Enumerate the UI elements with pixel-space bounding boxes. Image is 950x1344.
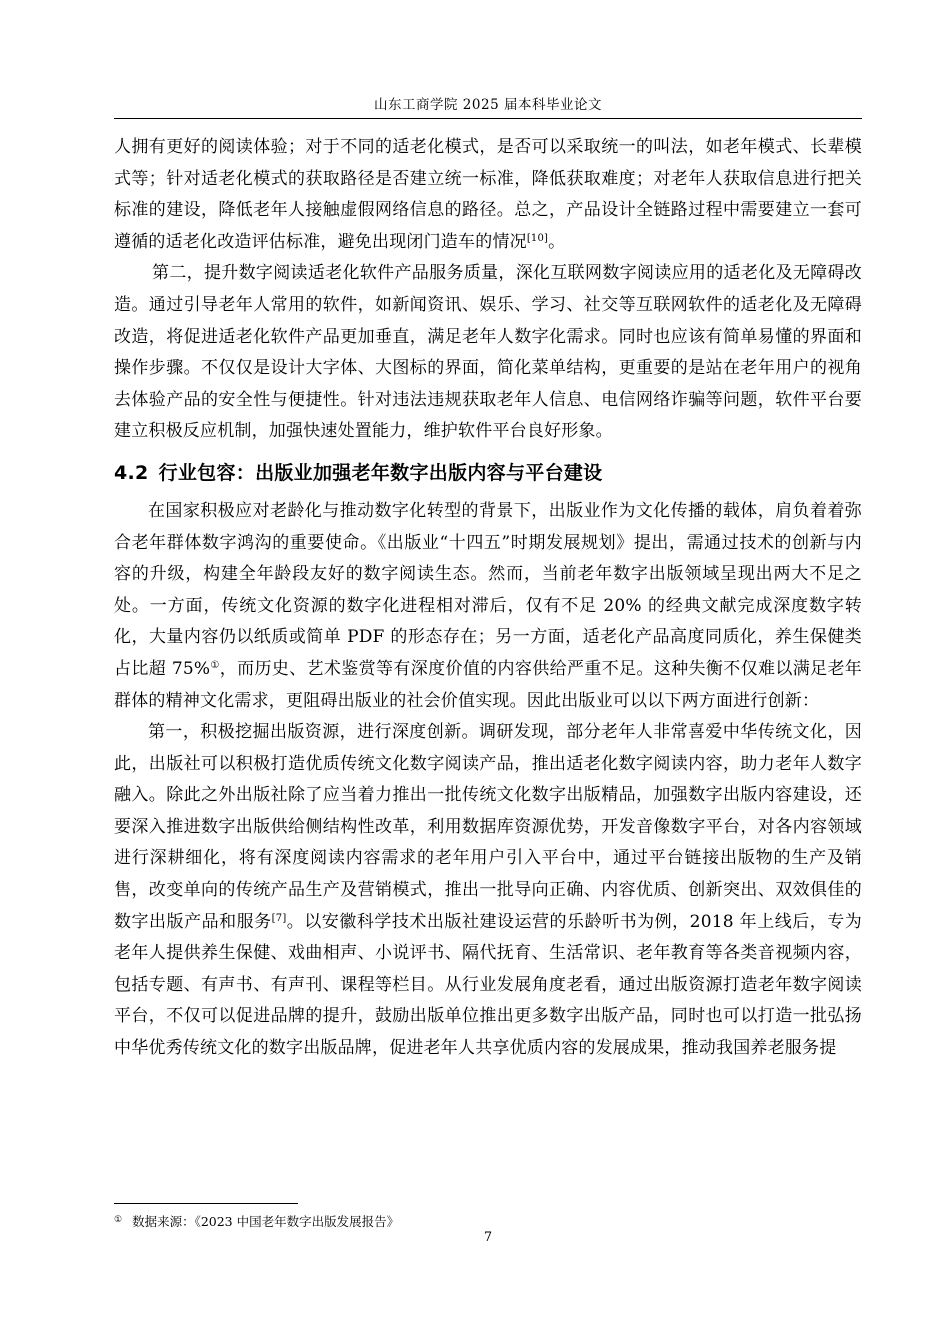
page-number: 7 — [483, 1230, 493, 1245]
paragraph-text: ，而历史、艺术鉴赏等有深度价值的内容供给严重不足。这种失衡不仅难以满足老年群体的精神文化需求，更阻碍出版业的社会价值实现。因此出版业可以以下两方面进行创新： — [114, 658, 863, 711]
paragraph-text: 在国家积极应对老龄化与推动数字化转型的背景下，出版业作为文化传播的载体，肩负着着弥合老年群体数字鸿沟的重要使命。《出版业“十四五”时期发展规划》提出，需通过技术的创新与内容的升级，构建全年龄段友好的数字阅读生态。然而，当前老年数字出版领域呈现出两大不足之处。一方面，传统文化资源的数字化进程相对滞后，仅有不足 20% 的经典文献完成深度数字转化，大量内容仍以纸质或简单 PDF 的形态存在；另一方面，适老化产品高度同质化，养生保健类占比超 75% — [114, 500, 862, 679]
section-number: 4.2 — [114, 461, 149, 484]
header-divider — [114, 118, 862, 119]
section-title: 行业包容：出版业加强老年数字出版内容与平台建设 — [158, 461, 603, 484]
footnote-divider — [114, 1203, 298, 1204]
paragraph-continuation — [114, 132, 862, 258]
citation-reference: [10] — [526, 232, 549, 244]
paragraph-second-point: 第二，提升数字阅读适老化软件产品服务质量，深化互联网数字阅读应用的适老化及无障碍改造。通过引导老年人常用的软件，如新闻资讯、娱乐、学习、社交等互联网软件的适老化及无障碍改造，将促进适老化软件产品更加垂直，满足老年人数字化需求。同时也应该有简单易懂的界面和操作步骤。不仅仅是设计大字体、大图标的界面，简化菜单结构，更重要的是站在老年用户的视角去体验产品的安全性与便捷性。针对违法违规获取老年人信息、电信网络诈骗等问题，软件平台要建立积极反应机制，加强快速处置能力，维护软件平台良好形象。 — [114, 263, 862, 442]
paragraph-first-point — [114, 717, 862, 1065]
paragraph-background — [114, 496, 862, 717]
paragraph-text: 第一，积极挖掘出版资源，进行深度创新。调研发现，部分老年人非常喜爱中华传统文化，因此，出版社可以积极打造优质传统文化数字阅读产品，推出适老化数字阅读内容，助力老年人数字融入。除此之外出版社除了应当着力推出一批传统文化数字出版精品，加强数字出版内容建设，还要深入推进数字出版供给侧结构性改革，利用数据库资源优势，开发音像数字平台，对各内容领域进行深耕细化，将有深度阅读内容需求的老年用户引入平台中，通过平台链接出版物的生产及销售，改变单向的传统产品生产及营销模式，推出一批导向正确、内容优质、创新突出、双效俱佳的数字出版产品和服务 — [114, 722, 862, 932]
citation-reference: [7] — [271, 912, 287, 924]
footnote-marker: ① — [210, 659, 220, 671]
paragraph-text: 人拥有更好的阅读体验；对于不同的适老化模式，是否可以采取统一的叫法，如老年模式、长辈模式等；针对适老化模式的获取路径是否建立统一标准，降低获取难度；对老年人获取信息进行把关标准的建设，降低老年人接触虚假网络信息的路径。总之，产品设计全链路过程中需要建立一套可遵循的适老化改造评估标准，避免出现闭门造车的情况 — [114, 137, 862, 252]
footnote-text: 数据来源：《2023 中国老年数字出版发展报告》 — [132, 1214, 400, 1229]
running-header: 山东工商学院 2025 届本科毕业论文 — [374, 97, 602, 113]
paragraph-punctuation: 。 — [548, 231, 566, 252]
document-page — [114, 0, 862, 1344]
footnote — [114, 1211, 862, 1231]
body-text — [114, 132, 862, 1065]
paragraph-text: 。以安徽科学技术出版社建设运营的乐龄听书为例，2018 年上线后，专为老年人提供养生保健、戏曲相声、小说评书、隔代抚育、生活常识、老年教育等各类音视频内容，包括专题、有声书、有声刊、课程等栏目。从行业发展角度老看，通过出版资源打造老年数字阅读平台，不仅可以促进品牌的提升，鼓励出版单位推出更多数字出版产品，同时也可以打造一批弘扬中华优秀传统文化的数字出版品牌，促进老年人共享优质内容的发展成果，推动我国养老服务提 — [114, 911, 862, 1059]
footnote-mark: ① — [114, 1215, 123, 1225]
section-heading — [114, 456, 862, 490]
